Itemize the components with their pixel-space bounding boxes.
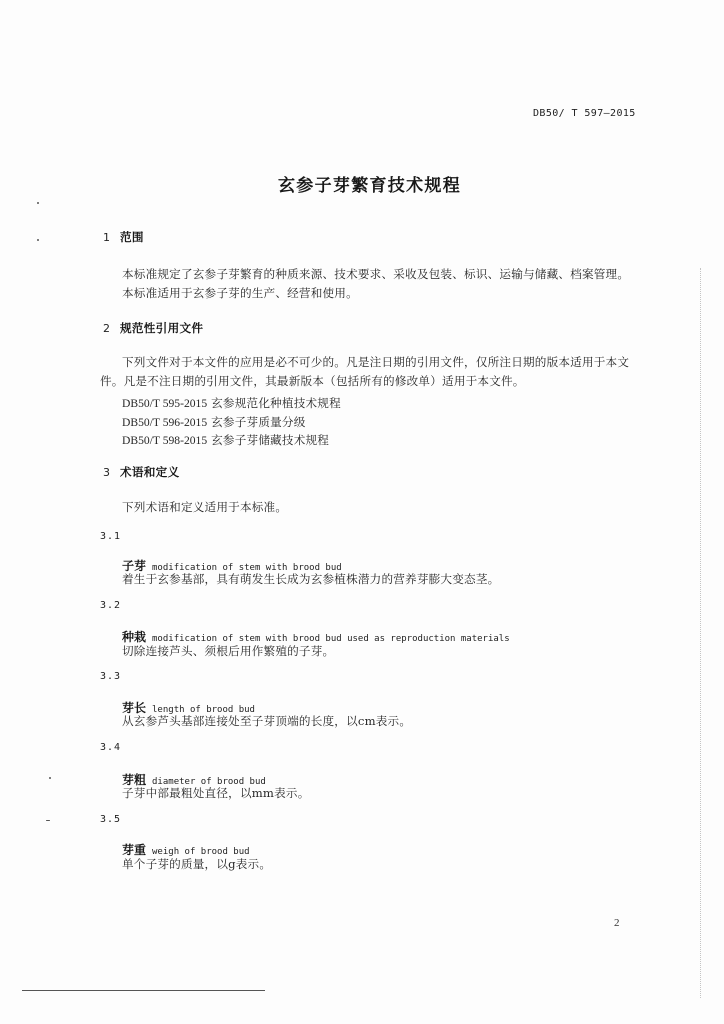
scan-edge-line (22, 990, 265, 991)
standard-code-header: DB50/ T 597—2015 (533, 108, 636, 119)
scan-mark (37, 202, 39, 204)
reference-code: DB50/T 596-2015 (122, 416, 208, 429)
section-3-intro: 下列术语和定义适用于本标准。 (122, 500, 288, 514)
reference-title: 玄参子芽储藏技术规程 (211, 433, 330, 447)
term-english: length of brood bud (152, 705, 255, 715)
section-3-number: 3 (103, 466, 110, 479)
term-definition: 从玄参芦头基部连接处至子芽顶端的长度，以cm表示。 (122, 714, 412, 728)
reference-item (122, 431, 329, 447)
term-chinese: 芽长 (122, 701, 147, 715)
reference-item (122, 413, 306, 429)
term-chinese: 芽粗 (122, 773, 147, 787)
term-definition: 单个子芽的质量，以g表示。 (122, 857, 272, 871)
scan-mark (37, 239, 39, 241)
section-2-paragraph-line-1: 下列文件对于本文件的应用是必不可少的。凡是注日期的引用文件，仅所注日期的版本适用于本文 (122, 355, 630, 369)
section-1-line-1: 本标准规定了玄参子芽繁育的种质来源、技术要求、采收及包装、标识、运输与储藏、档案管理。 (122, 267, 630, 281)
term-definition: 切除连接芦头、须根后用作繁殖的子芽。 (122, 644, 335, 658)
reference-code: DB50/T 598-2015 (122, 434, 208, 447)
document-title: 玄参子芽繁育技术规程 (278, 176, 461, 196)
term-definition: 子芽中部最粗处直径，以mm表示。 (122, 786, 310, 800)
term-definition: 着生于玄参基部，具有萌发生长成为玄参植株潜力的营养芽膨大变态茎。 (122, 572, 500, 586)
scan-mark (49, 777, 51, 779)
term-number: 3.4 (100, 742, 122, 753)
section-1-line-2: 本标准适用于玄参子芽的生产、经营和使用。 (122, 286, 358, 300)
term-english: weigh of brood bud (152, 847, 250, 857)
term-heading (122, 557, 342, 573)
term-heading (122, 771, 266, 787)
reference-code: DB50/T 595-2015 (122, 397, 208, 410)
term-heading (122, 841, 250, 857)
term-number: 3.3 (100, 671, 122, 682)
section-3-heading: 术语和定义 (120, 465, 180, 479)
section-2-number: 2 (103, 322, 110, 335)
reference-title: 玄参子芽质量分级 (211, 415, 306, 429)
term-number: 3.5 (100, 814, 122, 825)
section-1-heading: 范围 (120, 230, 144, 244)
term-chinese: 芽重 (122, 843, 147, 857)
reference-item (122, 394, 341, 410)
term-number: 3.2 (100, 600, 122, 611)
reference-title: 玄参规范化种植技术规程 (211, 396, 341, 410)
term-number: 3.1 (100, 531, 122, 542)
term-english: modification of stem with brood bud used as reproduction materials (152, 634, 510, 644)
term-english: modification of stem with brood bud (152, 563, 342, 573)
term-english: diameter of brood bud (152, 777, 266, 787)
scan-mark (46, 820, 50, 821)
term-heading (122, 699, 255, 715)
section-1-number: 1 (103, 231, 110, 244)
term-chinese: 种栽 (122, 630, 147, 644)
page-number: 2 (614, 917, 620, 929)
section-2-paragraph-line-2: 件。凡是不注日期的引用文件，其最新版本（包括所有的修改单）适用于本文件。 (100, 374, 525, 388)
term-heading (122, 628, 510, 644)
term-chinese: 子芽 (122, 559, 147, 573)
scan-edge-dotted-line (700, 268, 701, 998)
section-2-heading: 规范性引用文件 (120, 321, 204, 335)
